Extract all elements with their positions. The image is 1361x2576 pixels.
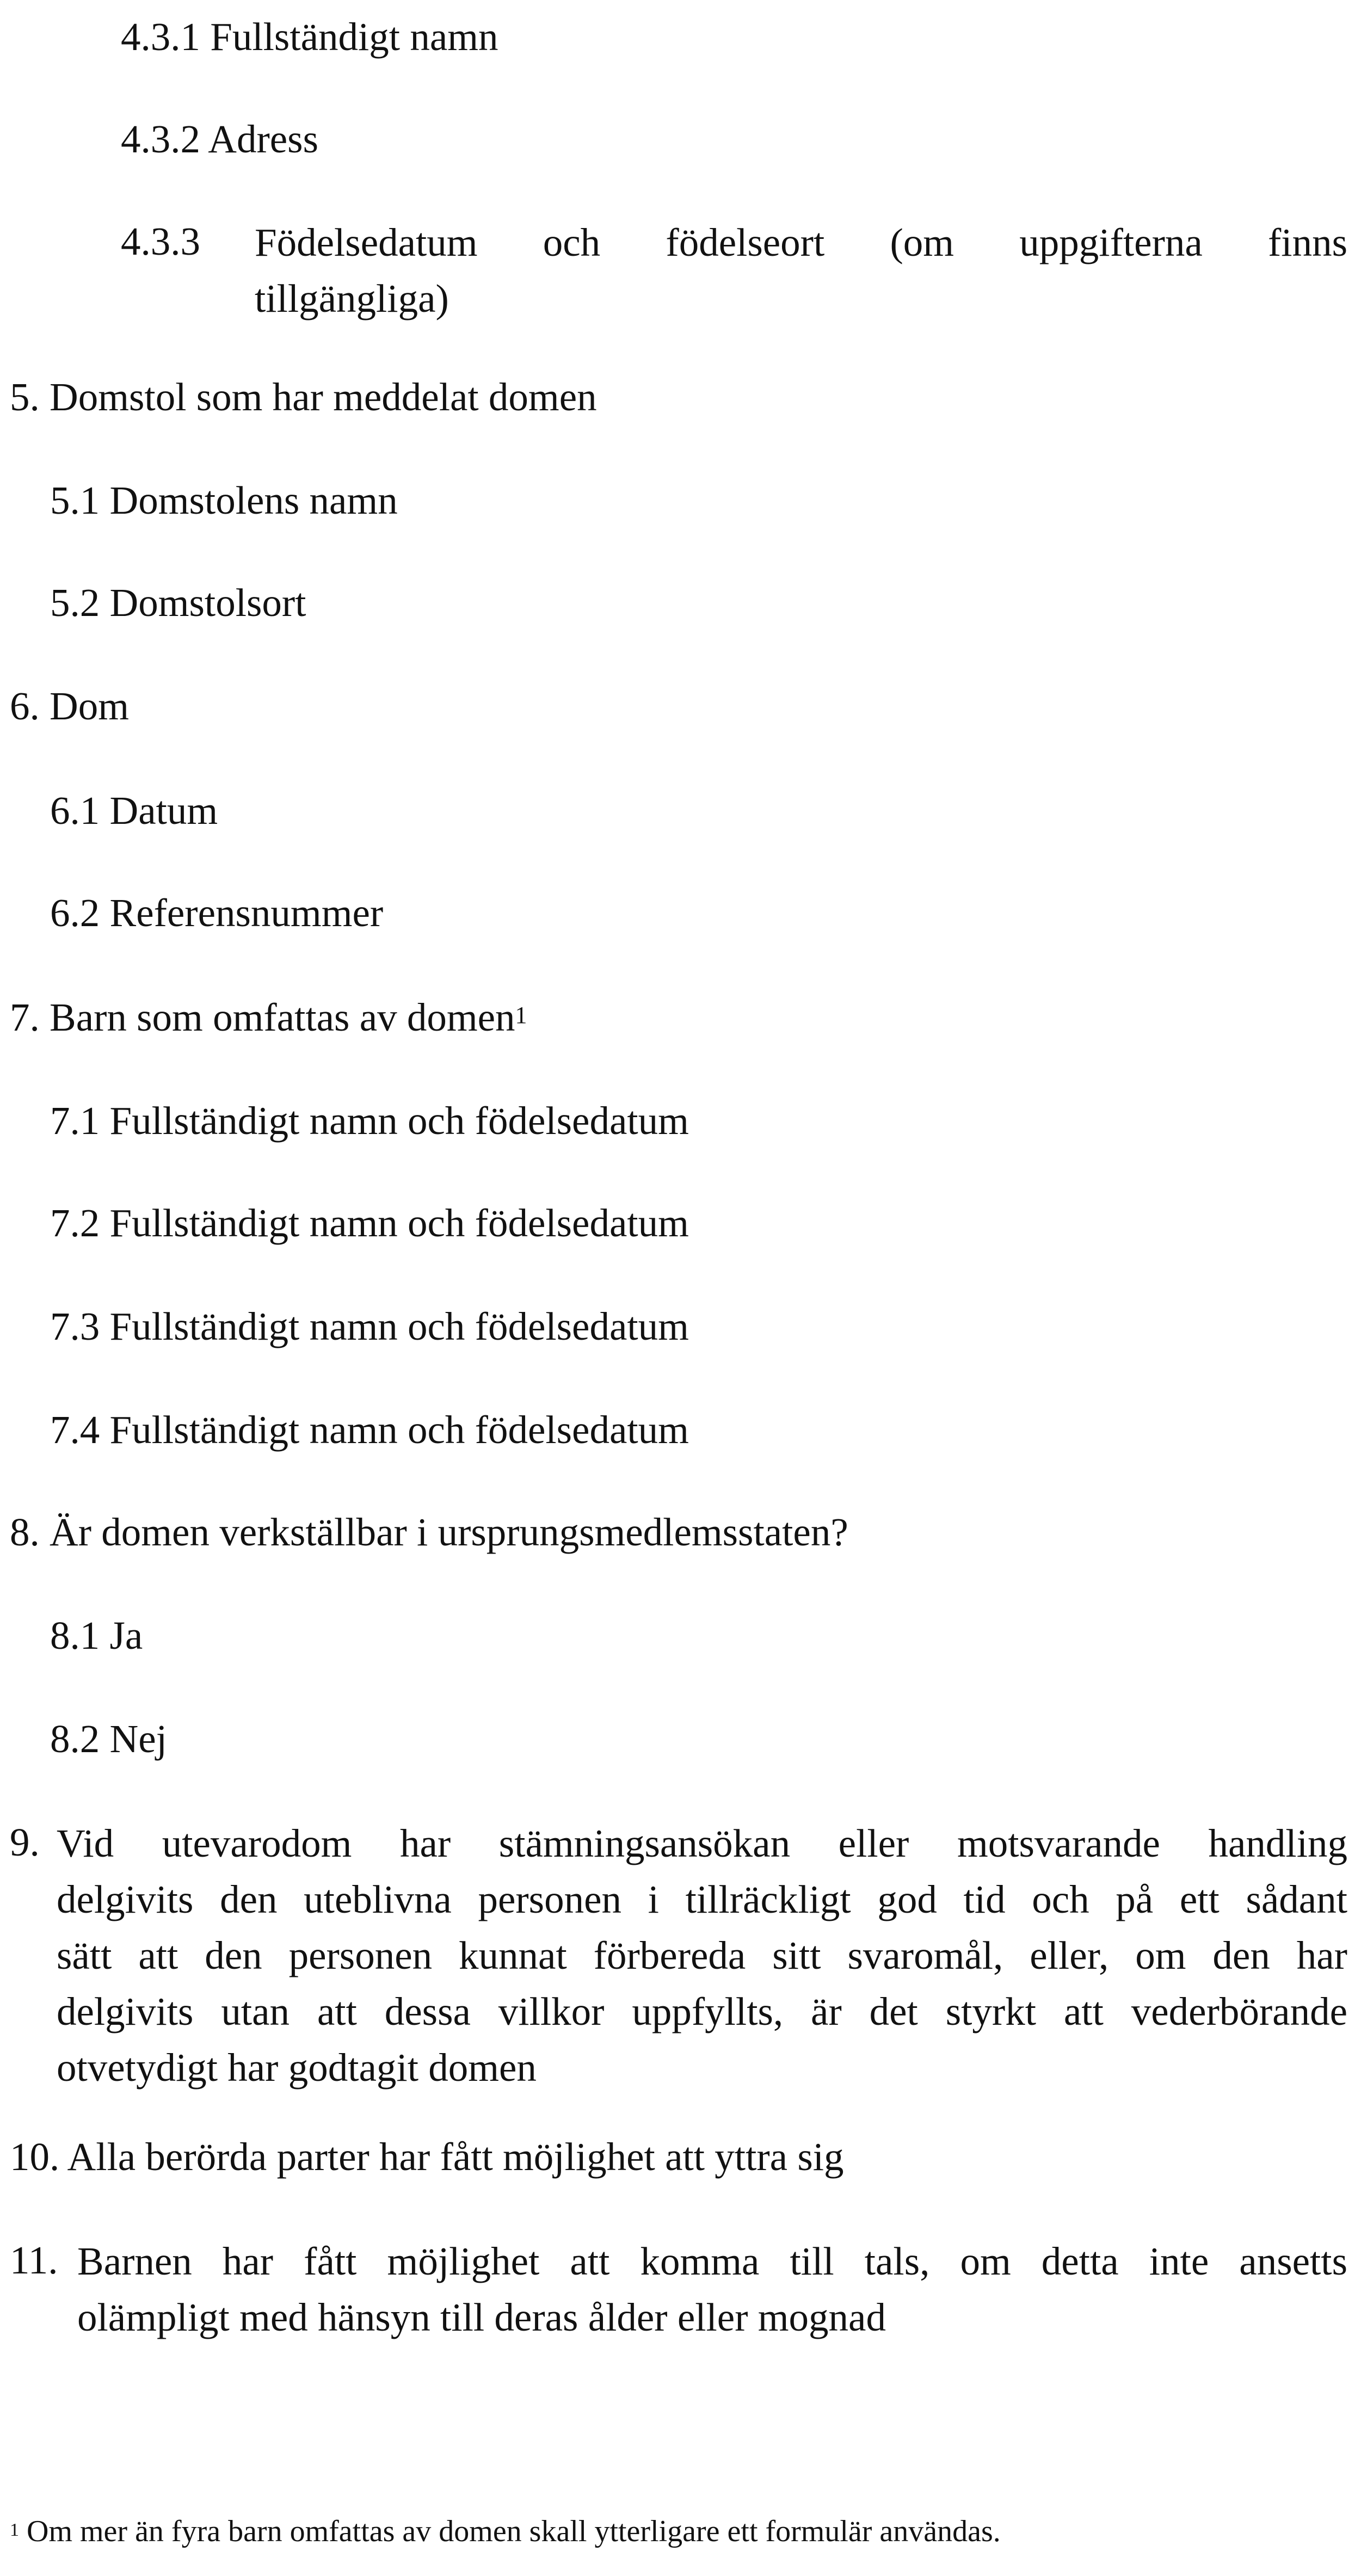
section-6-heading (10, 679, 129, 734)
item-6-1 (50, 784, 218, 838)
item-text: Alla berörda parter har fått möjlighet att yttra sig (67, 2135, 844, 2179)
item-number: 11. (10, 2238, 58, 2282)
section-10 (10, 2130, 844, 2184)
item-number: 7.3 (50, 1304, 100, 1348)
item-8-2 (50, 1712, 167, 1766)
item-7-3 (50, 1299, 689, 1354)
item-text: Barn som omfattas av domen (50, 995, 515, 1039)
item-number: 7.1 (50, 1099, 100, 1143)
item-number: 9. (10, 1820, 40, 1864)
item-5-1 (50, 473, 398, 528)
item-8-1 (50, 1609, 143, 1663)
item-text-line: delgivits utan att dessa villkor uppfyllts, är det styrkt att vederbörande (57, 1989, 1347, 2033)
section-5-heading (10, 370, 597, 424)
footnote-number: 1 (10, 2520, 19, 2540)
item-number: 6. (10, 684, 40, 728)
item-number: 4.3.1 (121, 15, 200, 59)
item-text: Adress (208, 117, 318, 161)
footnote (10, 2510, 1001, 2553)
item-text: Domstolens namn (109, 478, 398, 522)
item-text: Fullständigt namn och födelsedatum (109, 1201, 689, 1245)
item-7-2 (50, 1196, 689, 1250)
item-number: 7. (10, 995, 40, 1039)
item-number: 4.3.2 (121, 117, 200, 161)
item-number: 10. (10, 2135, 60, 2179)
item-number: 5.2 (50, 581, 100, 625)
item-text-line: olämpligt med hänsyn till deras ålder eller mognad (77, 2295, 886, 2339)
item-text: Fullständigt namn och födelsedatum (109, 1304, 689, 1348)
item-number: 8.1 (50, 1613, 100, 1657)
item-text: Fullständigt namn (210, 15, 498, 59)
item-text-block (57, 1815, 1347, 2096)
item-text: Domstolsort (109, 581, 306, 625)
item-text: Fullständigt namn och födelsedatum (109, 1408, 689, 1452)
section-7-heading (10, 990, 527, 1045)
item-text: Domstol som har meddelat domen (50, 375, 597, 419)
item-text-line: delgivits den uteblivna personen i tillräckligt god tid och på ett sådant (57, 1877, 1347, 1921)
item-number: 8. (10, 1510, 40, 1554)
item-text: Ja (109, 1613, 143, 1657)
item-number: 5.1 (50, 478, 100, 522)
item-text-block (77, 2233, 1347, 2345)
item-number: 4.3.3 (121, 219, 200, 263)
item-7-1 (50, 1094, 689, 1148)
item-text-line: Födelsedatum och födelseort (om uppgifterna finns (255, 220, 1347, 264)
item-text: Datum (109, 788, 218, 833)
item-text-line: Vid utevarodom har stämningsansökan eller motsvarande handling (57, 1821, 1347, 1865)
item-4-3-1 (121, 10, 498, 64)
footnote-text: Om mer än fyra barn omfattas av domen skall ytterligare ett formulär användas. (27, 2515, 1001, 2548)
item-text-line: tillgängliga) (255, 276, 449, 321)
item-text-line: sätt att den personen kunnat förbereda sitt svaromål, eller, om den har (57, 1933, 1347, 1977)
item-text: Referensnummer (109, 891, 384, 935)
item-text-line: Barnen har fått möjlighet att komma till tals, om detta inte ansetts (77, 2239, 1347, 2283)
item-6-2 (50, 886, 383, 940)
item-number: 5. (10, 375, 40, 419)
item-7-4 (50, 1403, 689, 1457)
item-number: 7.2 (50, 1201, 100, 1245)
item-text: Dom (50, 684, 129, 728)
item-text: Fullständigt namn och födelsedatum (109, 1099, 689, 1143)
footnote-marker: 1 (515, 1002, 527, 1028)
item-4-3-2 (121, 112, 318, 167)
item-5-2 (50, 576, 306, 630)
item-number: 6.1 (50, 788, 100, 833)
item-number: 8.2 (50, 1717, 100, 1761)
item-text: Är domen verkställbar i ursprungsmedlemsstaten? (50, 1510, 848, 1554)
section-8-heading (10, 1505, 848, 1560)
item-text-line: otvetydigt har godtagit domen (57, 2045, 537, 2090)
item-number: 6.2 (50, 891, 100, 935)
item-text-block (255, 214, 1347, 326)
item-text: Nej (109, 1717, 167, 1761)
item-number: 7.4 (50, 1408, 100, 1452)
